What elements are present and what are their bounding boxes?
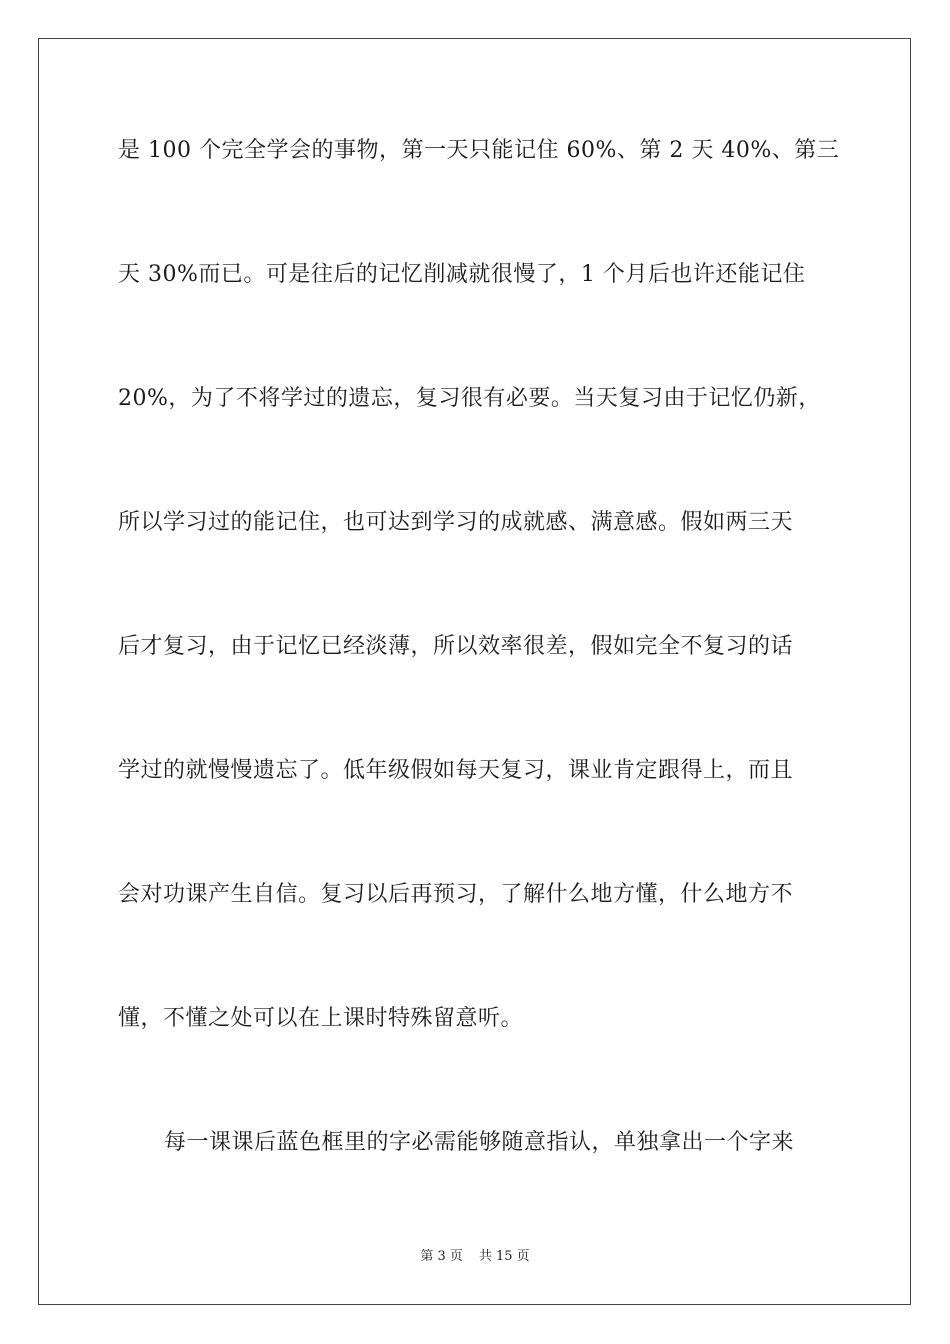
page-total: 共 15 页 (478, 1249, 530, 1264)
paragraph-line-4: 所以学习过的能记住，也可达到学习的成就感、满意感。假如两三天 (118, 510, 794, 535)
paragraph-line-5: 后才复习，由于记忆已经淡薄，所以效率很差，假如完全不复习的话 (118, 634, 794, 659)
paragraph-line-9: 每一课课后蓝色框里的字必需能够随意指认，单独拿出一个字来 (164, 1130, 795, 1155)
page-number: 第 3 页 (420, 1249, 463, 1264)
page-border (38, 38, 911, 1305)
paragraph-line-7: 会对功课产生自信。复习以后再预习，了解什么地方懂，什么地方不 (118, 882, 794, 907)
paragraph-line-1: 是 100 个完全学会的事物，第一天只能记住 60%、第 2 天 40%、第三 (118, 138, 840, 163)
paragraph-line-6: 学过的就慢慢遗忘了。低年级假如每天复习，课业肯定跟得上，而且 (118, 758, 794, 783)
paragraph-line-3: 20%，为了不将学过的遗忘，复习很有必要。当天复习由于记忆仍新， (118, 386, 821, 411)
page-footer (0, 1249, 950, 1265)
paragraph-line-2: 天 30%而已。可是往后的记忆削减就很慢了，1 个月后也许还能记住 (118, 262, 806, 287)
paragraph-line-8: 懂，不懂之处可以在上课时特殊留意听。 (118, 1006, 524, 1031)
